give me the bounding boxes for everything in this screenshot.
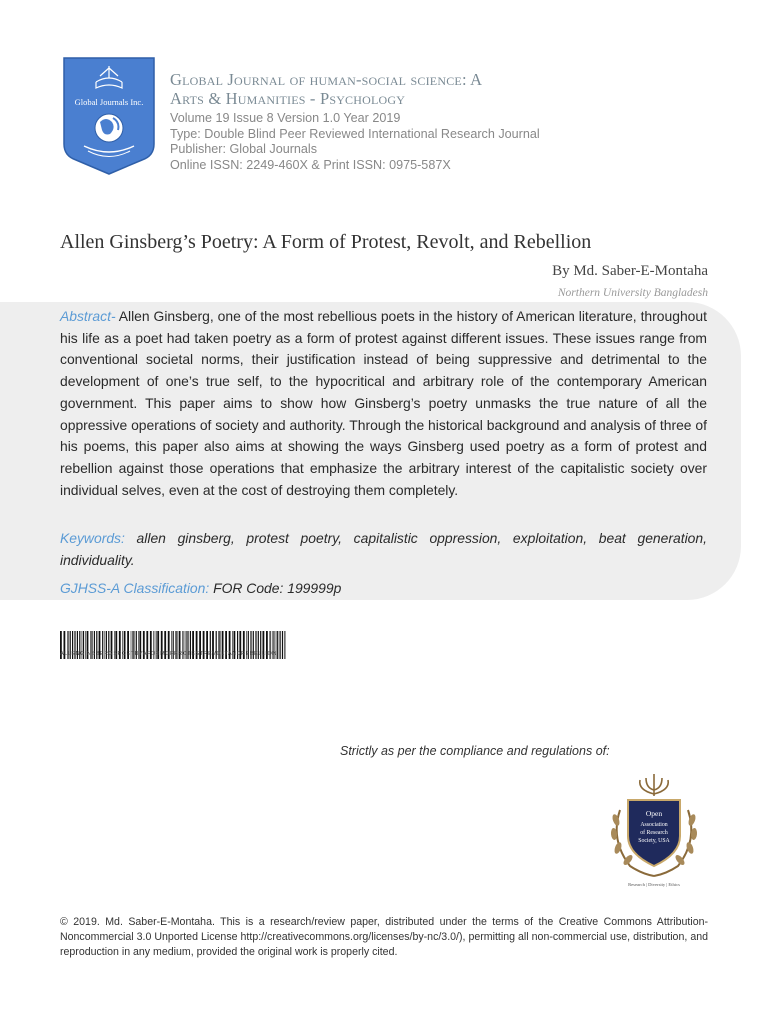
journal-title — [170, 70, 730, 108]
journal-publisher: Publisher: Global Journals — [170, 142, 318, 156]
classification-label: GJHSS-A Classification: — [60, 580, 210, 596]
journal-meta — [170, 111, 730, 173]
logo-text: Global Journals Inc. — [74, 97, 144, 107]
oars-logo-line-2: Association — [640, 822, 668, 828]
global-journals-logo — [60, 52, 158, 176]
paper-title: Allen Ginsberg’s Poetry: A Form of Protest, Revolt, and Rebellion — [60, 231, 592, 253]
oars-logo-tagline: Research | Diversity | Ethics — [628, 882, 680, 887]
keywords — [60, 528, 707, 571]
classification-text: FOR Code: 199999p — [209, 580, 342, 596]
journal-type: Type: Double Blind Peer Reviewed International Research Journal — [170, 126, 540, 141]
oars-logo — [600, 770, 708, 890]
paper-affiliation: Northern University Bangladesh — [557, 287, 708, 299]
oars-logo-line-3: of Research — [640, 830, 668, 836]
journal-title-line1: Global Journal of human-social science: A — [170, 70, 483, 89]
journal-title-line2: Arts & Humanities - Psychology — [170, 89, 406, 108]
barcode-text: ALLENGINSBERGSPOETRYAFORMOFPROTESTREVOLTANDREBELLION — [60, 651, 277, 657]
journal-issn: Online ISSN: 2249-460X & Print ISSN: 0975-587X — [170, 157, 451, 172]
abstract-text: Allen Ginsberg, one of the most rebellious poets in the history of American literature, throughout his life as a poet had taken poetry as a form of protest against different issues. These issues range from conventional societal norms, their justification instead of being suppressive and detrimental to the development of one’s true self, to the hypocritical and arbitrary role of the contemporary American government. This paper aims to show how Ginsberg’s poetry unmasks the true nature of all the oppressive operations of society and authority. Through the historical background and analysis of three of his poems, this paper also aims at showing the ways Ginsberg used poetry as a form of protest and rebellion against those operations that emphasize the arbitrary interest of the capitalistic society over individual selves, even at the cost of destroying them completely. — [60, 308, 707, 498]
copyright-notice: © 2019. Md. Saber-E-Montaha. This is a research/review paper, distributed under the terms of the Creative Commons Attribution-Noncommercial 3.0 Unported License http://creativecommons.org/licenses/by-nc/3.0/), permitting all non-commercial use, distribution, and reproduction in any medium, provided the original work is properly cited. — [60, 916, 708, 959]
paper-author: By Md. Saber-E-Montaha — [552, 263, 708, 279]
abstract — [60, 306, 707, 501]
journal-volume: Volume 19 Issue 8 Version 1.0 Year 2019 — [170, 111, 401, 125]
abstract-label: Abstract- — [60, 308, 116, 324]
keywords-text: allen ginsberg, protest poetry, capitalistic oppression, exploitation, beat generation, individuality. — [60, 530, 707, 568]
oars-logo-line-1: Open — [645, 809, 663, 818]
keywords-label: Keywords: — [60, 530, 125, 546]
oars-logo-line-4: Society, USA — [638, 838, 670, 844]
compliance-text: Strictly as per the compliance and regulations of: — [340, 744, 610, 758]
classification — [60, 578, 707, 600]
